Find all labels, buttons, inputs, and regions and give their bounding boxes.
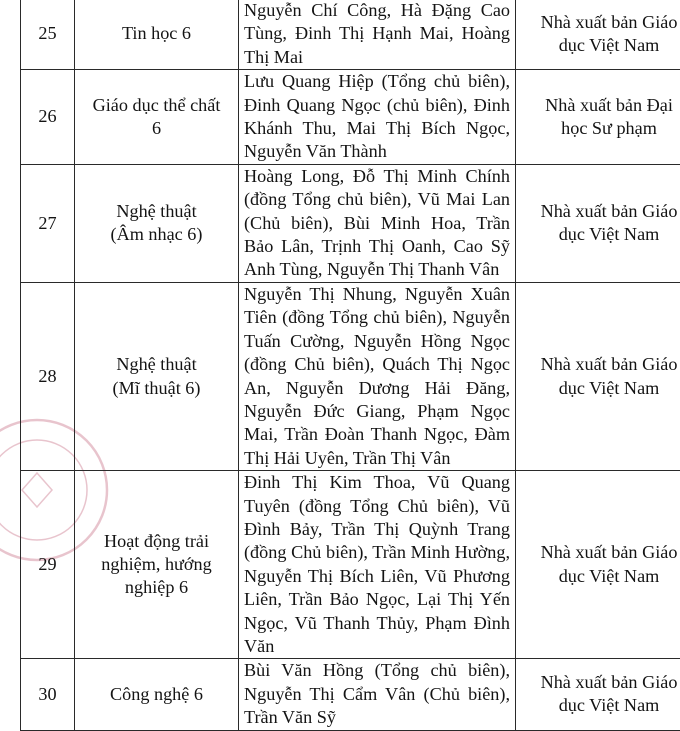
row-number: 28 xyxy=(21,282,75,470)
authors-cell xyxy=(239,659,516,730)
subject-line: Hoạt động trải xyxy=(79,530,234,553)
subject-cell xyxy=(75,659,239,730)
subject-line: nghiệm, hướng xyxy=(79,553,234,576)
subject-line: Giáo dục thể chất xyxy=(79,94,234,117)
publisher-line: dục Việt Nam xyxy=(521,377,680,400)
publisher-line: Nhà xuất bản Đại xyxy=(521,94,680,117)
subject-cell xyxy=(75,164,239,282)
subject-line: Nghệ thuật xyxy=(79,353,234,376)
row-number: 25 xyxy=(21,0,75,70)
authors-text: Bùi Văn Hồng (Tổng chủ biên), Nguyễn Thị Cẩm Vân (Chủ biên), Trần Văn Sỹ xyxy=(244,659,510,729)
publisher-line: dục Việt Nam xyxy=(521,34,680,57)
table-row xyxy=(21,471,680,659)
row-number: 26 xyxy=(21,70,75,165)
table-row xyxy=(21,0,680,70)
subject-cell xyxy=(75,471,239,659)
table-row xyxy=(21,659,680,730)
table-row xyxy=(21,282,680,470)
authors-cell xyxy=(239,0,516,70)
publisher-line: Nhà xuất bản Giáo xyxy=(521,11,680,34)
publisher-cell xyxy=(516,164,680,282)
textbook-table xyxy=(20,0,680,731)
publisher-cell xyxy=(516,659,680,730)
publisher-line: Nhà xuất bản Giáo xyxy=(521,353,680,376)
subject-line: nghiệp 6 xyxy=(79,576,234,599)
authors-text: Đinh Thị Kim Thoa, Vũ Quang Tuyên (đồng Tổng Chủ biên), Vũ Đình Bảy, Trần Thị Quỳnh Trang (đồng Chủ biên), Trần Minh Hường, Nguyễn Thị Bích Liên, Vũ Phương Liên, Trần Bảo Ngọc, Lại Thị Yến Ngọc, Vũ Thanh Thủy, Phạm Đình Văn xyxy=(244,471,510,658)
authors-text: Lưu Quang Hiệp (Tổng chủ biên), Đinh Quang Ngọc (chủ biên), Đinh Khánh Thu, Mai Thị Bích Ngọc, Nguyễn Văn Thành xyxy=(244,70,510,164)
authors-text: Hoàng Long, Đỗ Thị Minh Chính (đồng Tổng chủ biên), Vũ Mai Lan (Chủ biên), Bùi Minh Hoa, Trần Bảo Lân, Trịnh Thị Oanh, Cao Sỹ Anh Tùng, Nguyễn Thị Thanh Vân xyxy=(244,165,510,282)
authors-cell xyxy=(239,471,516,659)
row-number: 30 xyxy=(21,659,75,730)
table-row xyxy=(21,70,680,165)
subject-line: Tin học 6 xyxy=(79,22,234,45)
publisher-cell xyxy=(516,471,680,659)
publisher-line: Nhà xuất bản Giáo xyxy=(521,200,680,223)
subject-line: Nghệ thuật xyxy=(79,200,234,223)
publisher-line: dục Việt Nam xyxy=(521,694,680,717)
row-number: 27 xyxy=(21,164,75,282)
subject-line: 6 xyxy=(79,117,234,140)
subject-cell xyxy=(75,282,239,470)
publisher-line: học Sư phạm xyxy=(521,117,680,140)
authors-text: Nguyễn Chí Công, Hà Đặng Cao Tùng, Đinh Thị Hạnh Mai, Hoàng Thị Mai xyxy=(244,0,510,69)
subject-line: (Âm nhạc 6) xyxy=(79,223,234,246)
publisher-cell xyxy=(516,282,680,470)
subject-line: (Mĩ thuật 6) xyxy=(79,377,234,400)
subject-cell xyxy=(75,0,239,70)
publisher-line: dục Việt Nam xyxy=(521,223,680,246)
publisher-line: dục Việt Nam xyxy=(521,565,680,588)
subject-cell xyxy=(75,70,239,165)
row-number: 29 xyxy=(21,471,75,659)
publisher-cell xyxy=(516,0,680,70)
authors-text: Nguyễn Thị Nhung, Nguyễn Xuân Tiên (đồng Tổng chủ biên), Nguyễn Tuấn Cường, Nguyễn Hồng Ngọc (đồng Chủ biên), Quách Thị Ngọc An, Nguyễn Dương Hải Đăng, Nguyễn Đức Giang, Phạm Ngọc Mai, Trần Đoàn Thanh Ngọc, Đàm Thị Hải Uyên, Trần Thị Vân xyxy=(244,283,510,470)
publisher-cell xyxy=(516,70,680,165)
subject-line: Công nghệ 6 xyxy=(79,683,234,706)
authors-cell xyxy=(239,282,516,470)
publisher-line: Nhà xuất bản Giáo xyxy=(521,541,680,564)
authors-cell xyxy=(239,70,516,165)
table-row xyxy=(21,164,680,282)
authors-cell xyxy=(239,164,516,282)
publisher-line: Nhà xuất bản Giáo xyxy=(521,671,680,694)
